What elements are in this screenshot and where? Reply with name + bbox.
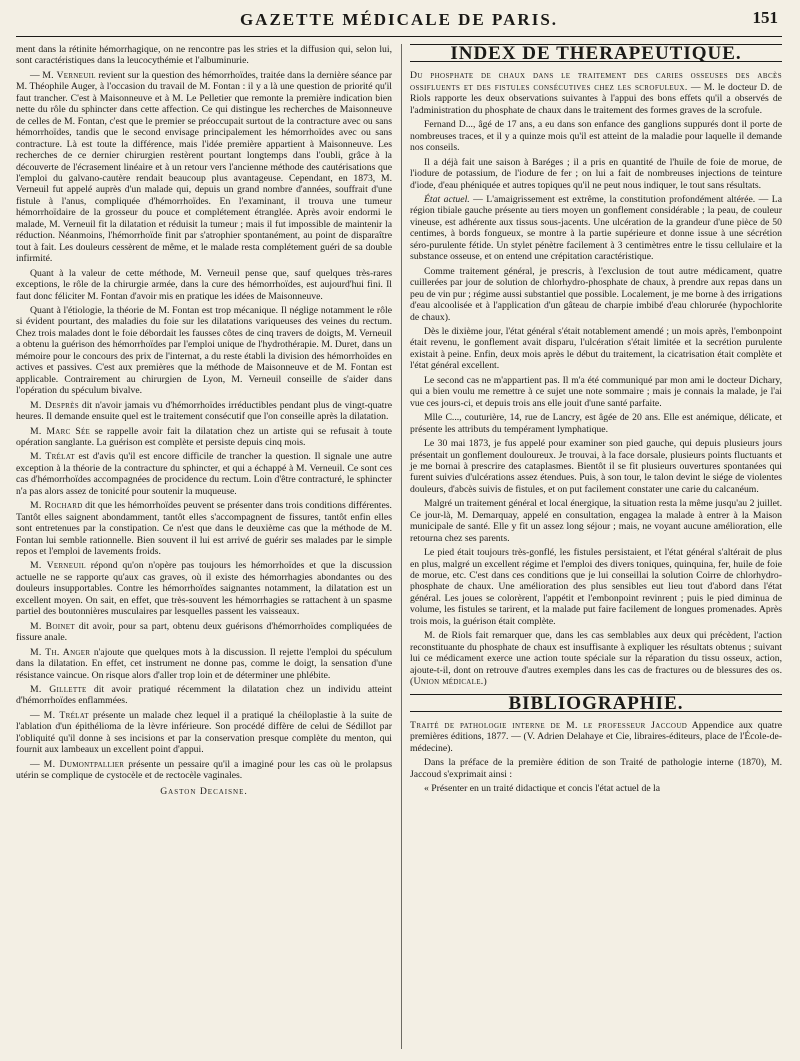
- paragraph-text: se rappelle avoir fait la dilatation chez un artiste qui se refusait à toute opération sanglante. La guérison est complète et persiste depuis cinq mois.: [16, 425, 392, 448]
- paragraph: — M. Dumontpallier présente un pessaire qu'il a imaginé pour les cas où le prolapsus utérin se complique de cystocèle et de rectocèle vaginales.: [16, 758, 392, 782]
- paragraph-text: dit que les hémorrhoïdes peuvent se présenter dans trois conditions différentes. Tantôt elles saignent abondamment, tantôt elles s'accompagnent de fissures, tantôt enfin elles sont entretenues par la constipation. Ce n'est que dans le deuxième cas que la méthode de M. Fontan lui semble rationnelle. Bien souvent il lui est arrivé de guérir ses malades par le simple repos et l'emploi de lavements froids.: [16, 500, 392, 558]
- paragraph: [410, 70, 782, 116]
- paragraph-text: est d'avis qu'il est encore difficile de trancher la question. Il signale une autre exception à la théorie de la contracture du sphincter, et qui a échappé à M. Verneuil. Ce sont ces cas d'hémorrhoïdes accompagnées de procidence du rectum. Loin d'être contracturé, le sphincter n'a pas alors assez de tonicité pour soutenir la muqueuse.: [16, 451, 392, 497]
- paragraph: Comme traitement général, je prescris, à l'exclusion de tout autre médicament, quatre cuillerées par jour de solution de chlorhydro-phosphate de chaux, à prendre aux repas dans un peu de vin pur ; régime aussi substantiel que possible. Localement, je me borne à des irrigations d'eau alcoolisée et à l'application d'un gâteau de charpie imbibé d'eau chlorurée (hypochlorite de chaux).: [410, 265, 782, 323]
- paragraph: [410, 194, 782, 263]
- subheading: État actuel.: [424, 193, 470, 205]
- paragraph: [16, 684, 392, 707]
- paragraph-text: dit n'avoir jamais vu d'hémorrhoïdes irréductibles pendant plus de vingt-quatre heures. Il demande ensuite quel est le traitement consécutif que l'on conseille après la dilatation.: [16, 399, 392, 423]
- speaker-name: M. Th. Anger: [30, 646, 91, 658]
- paragraph-text: M. de Riols fait remarquer que, dans les cas semblables aux deux qui précèdent, l'action reconstituante du phosphate de chaux est insuffisante à expliquer les résultats obtenus ; suivant lui ce médicament exerce une action toute spéciale sur la réparation du tissu osseux, action, ajoute-t-il, dont on retrouve d'autres exemples dans les cas de fractures ou de blessures des os.: [410, 630, 782, 676]
- speaker-name: M. Boinet: [30, 620, 75, 632]
- left-column: [16, 44, 392, 797]
- paragraph-text: — L'amaigrissement est extrême, la constitution profondément altérée. — La région tibiale gauche présente au tiers moyen un gonflement considérable ; la peau, de couleur vineuse, est adhérente aux tissus sous-jacents. Une ulcération de la grandeur d'une pièce de 50 centimes, à bords fongueux, se montre à la partie supérieure et donne issue à une sécrétion séro-purulente fétide. Un stylet pénètre facilement à 3 centimètres entre le tissu cellulaire et la substance osseuse, et on entend une crépitation caractéristique.: [410, 193, 782, 263]
- paragraph: [16, 621, 392, 644]
- source-citation: (Union médicale.): [410, 676, 488, 688]
- paragraph: [16, 400, 392, 423]
- speaker-name: M. Verneuil: [42, 69, 96, 81]
- paragraph: Quant à la valeur de cette méthode, M. Verneuil pense que, sauf quelques très-rares exceptions, le rôle de la chirurgie armée, dans la cure des hémorrhoïdes, est aujourd'hui fini. Il faut donc féliciter M. Fontan d'avoir mis en pratique les idées de Maisonneuve.: [16, 267, 392, 302]
- paragraph: Le second cas ne m'appartient pas. Il m'a été communiqué par mon ami le docteur Dichary, qui a bien voulu me remettre à ce sujet une note sommaire ; mais je connais la malade, je l'ai vue ces jours-ci, et depuis trois ans elle jouit d'une santé parfaite.: [410, 374, 782, 409]
- paragraph-text: dit avoir, pour sa part, obtenu deux guérisons d'hémorrhoïdes compliquées de fissure anale.: [16, 620, 392, 644]
- paragraph: Malgré un traitement général et local énergique, la situation resta la même jusqu'au 2 juillet. Ce jour-là, M. Demarquay, appelé en consultation, engagea la malade à entrer à la Maison municipale de santé. Elle y fit un assez long séjour ; mais, ne voyant aucune amélioration, elle retourna chez ses parents.: [410, 498, 782, 544]
- paragraph-text: présente un pessaire qu'il a imaginé pour les cas où le prolapsus utérin se complique de cystocèle et de rectocèle vaginales.: [16, 758, 392, 782]
- speaker-name: M. Desprès: [30, 399, 79, 411]
- section-title-index: INDEX DE THERAPEUTIQUE.: [410, 44, 782, 62]
- section-title-bibliography: BIBLIOGRAPHIE.: [410, 694, 782, 712]
- page-number: 151: [752, 8, 778, 27]
- speaker-name: M. Marc Sée: [30, 425, 91, 437]
- author-signature: Gaston Decaisne.: [160, 785, 248, 797]
- page-header: [16, 8, 782, 37]
- right-column: [410, 44, 782, 798]
- paragraph: [410, 630, 782, 687]
- paragraph: Fernand D..., âgé de 17 ans, a eu dans son enfance des ganglions suppurés dont il porte de nombreuses traces, et il y a quinze mois qu'il est atteint de la maladie pour laquelle il demande nos conseils.: [410, 119, 782, 154]
- paragraph: — M. Verneuil revient sur la question des hémorrhoïdes, traitée dans la dernière séance par M. Théophile Auger, à l'occasion du travail de M. Fontan : il y a là une question de priorité qu'il faut trancher. C'est à Maisonneuve et à M. Le Pelletier que remonte la première indication bien nette du rôle du sphincter dans cette affection. Ce qui distingue les recherches de Maisonneuve de celles de M. Fontan, c'est que le premier se préoccupait surtout de la contracture avec ou sans hémorrhoïdes, tandis que le second envisage principalement les hémorrhoïdes avec ou sans contracture. Là est toute la différence, mais l'idée première appartient à Maisonneuve. Les recherches de ce dernier chirurgien restèrent pourtant longtemps dans l'oubli, grâce à la découverte de l'écrasement linéaire et à un retour vers l'ancienne méthode des cautérisations que l'emploi du galvano-cautère rendait beaucoup plus avantageuse. Cependant, en 1873, M. Verneuil fut appelé auprès d'un malade qui, depuis un grand nombre d'années, souffrait d'une fistule à l'anus, compliquée d'hémorrhoïdes. En l'examinant, il trouva une tumeur hémorrhoïdaire de la grosseur du pouce et complétement étranglée. Après avoir endormi le malade, M. Verneuil fit la dilatation et réduisit la tumeur ; mais il fut impossible de maintenir la réduction. Néanmoins, l'hémorrhoïde finit par s'atrophier spontanément, au point de disparaître tout à fait. Les douleurs cessèrent de même, et le malade resta complétement guéri de sa double infirmité.: [16, 69, 392, 265]
- speaker-name: M. Trélat: [43, 709, 89, 721]
- speaker-name: M. Dumontpallier: [43, 758, 125, 770]
- paragraph-text: répond qu'on n'opère pas toujours les hémorrhoïdes et que la discussion actuelle ne se rapporte qu'aux cas graves, où il existe des hémorrhagies abondantes ou des douleurs insupportables. Contre les hémorrhoïdes saignantes notamment, la dilatation est un excellent moyen. On sait, en effet, que très-souvent les hémorrhagies se rattachent à un spasme partiel des boutonnières musculaires par lesquelles passent les vaisseaux.: [16, 560, 392, 618]
- paragraph-text: n'ajoute que quelques mots à la discussion. Il rejette l'emploi du spéculum dans la dilatation. En effet, cet instrument ne donne pas, comme le doigt, la sensation d'une résistance vaincue. On risque alors d'aller trop loin et de déterminer une phlébite.: [16, 646, 392, 681]
- paragraph: — M. Trélat présente un malade chez lequel il a pratiqué la chéiloplastie à la suite de l'ablation d'un épithélioma de la lèvre inférieure. Son procédé diffère de celui de Sédillot par l'obliquité qu'il donne à ses incisions et par la conservation presque complète du menton, qui fournit aux lambeaux un excellent point d'appui.: [16, 709, 392, 756]
- paragraph-text: dit avoir pratiqué récemment la dilatation chez un individu atteint d'hémorrhoïdes enflammées.: [16, 684, 392, 707]
- paragraph-text: Appendice aux quatre premières éditions, 1877. — (V. Adrien Delahaye et Cie, libraires-éditeurs, place de l'École-de-médecine).: [410, 720, 783, 754]
- paragraph: Mlle C..., couturière, 14, rue de Lancry, est âgée de 20 ans. Elle est anémique, délicate, et présente les attributs du tempérament lymphatique.: [410, 412, 782, 435]
- paragraph-text: revient sur la question des hémorrhoïdes, traitée dans la dernière séance par M. Théophile Auger, à l'occasion du travail de M. Fontan : il y a là une question de priorité qu'il faut trancher. C'est à Maisonneuve et à M. Le Pelletier que remonte la première indication bien nette du rôle du sphincter dans cette affection. Ce qui distingue les recherches de Maisonneuve de celles de M. Fontan, c'est que le premier se préoccupait surtout de la contracture avec ou sans hémorrhoïdes, tandis que le second envisage principalement les hémorrhoïdes avec ou sans contracture. Là est toute la différence, mais l'idée première appartient à Maisonneuve. Les recherches de ce dernier chirurgien restèrent pourtant longtemps dans l'oubli, grâce à la découverte de l'écrasement linéaire et à un retour vers l'ancienne méthode des cautérisations que l'emploi du galvano-cautère rendait beaucoup plus avantageuse. Cependant, en 1873, M. Verneuil fut appelé auprès d'un malade qui, depuis un grand nombre d'années, souffrait d'une fistule à l'anus, compliquée d'hémorrhoïdes. En l'examinant, il trouva une tumeur hémorrhoïdaire de la grosseur du pouce et complétement étranglée. Après avoir endormi le malade, M. Verneuil fit la dilatation et réduisit la tumeur ; mais il fut impossible de maintenir la réduction. Néanmoins, l'hémorrhoïde finit par s'atrophier spontanément, au point de disparaître tout à fait. Les douleurs cessèrent de même, et le malade resta complétement guéri de sa double infirmité.: [16, 69, 392, 265]
- paragraph-text: présente un malade chez lequel il a pratiqué la chéiloplastie à la suite de l'ablation d'un épithélioma de la lèvre inférieure. Son procédé diffère de celui de Sédillot par l'obliquité qu'il donne à ses incisions et par la conservation presque complète du menton, qui fournit aux lambeaux un excellent point d'appui.: [16, 709, 392, 756]
- running-title: GAZETTE MÉDICALE DE PARIS.: [239, 10, 559, 29]
- paragraph: « Présenter en un traité didactique et concis l'état actuel de la: [424, 783, 661, 795]
- paragraph: Le pied était toujours très-gonflé, les fistules persistaient, et l'état général s'altérait de plus en plus, malgré un excellent régime et l'emploi des divers toniques, quinquina, fer, huile de foie de morue, etc. C'est dans ces conditions que je lui conseillai la solution Coirre de chlorhydro-phosphate de chaux. Une amélioration des plus sensibles eut lieu tout d'abord dans l'état général. Les joues se colorèrent, l'appétit et l'embonpoint revinrent ; puis le pied diminua de volume, les fistules se tarirent, et la malade put faire facilement de longues promenades. Après trois mois, la guérison était complète.: [410, 547, 782, 627]
- paragraph: Quant à l'étiologie, la théorie de M. Fontan est trop mécanique. Il néglige notamment le rôle si évident pourtant, des maladies du foie sur les dilatations variqueuses des veines du rectum. Chez trois malades dont le foie débordait les fausses côtes de cinq travers de doigts, M. Verneuil a obtenu la guérison des hémorrhoïdes par l'emploi unique de l'hydrothérapie. M. Duret, dans un mémoire pour le concours des prix de l'internat, a du reste établi la division des hémorrhoïdes en actives et passives. C'est aux premières que la méthode de Maisonneuve et de M. Fontan est applicable. Contrairement au chirurgien de Lyon, M. Verneuil conseille de s'aider dans l'opération du spéculum bivalve.: [16, 304, 392, 397]
- speaker-name: M. Rochard: [30, 500, 83, 512]
- paragraph: Dans la préface de la première édition de son Traité de pathologie interne (1870), M. Jaccoud s'exprimait ainsi :: [410, 757, 782, 780]
- speaker-name: M. Gillette: [30, 684, 87, 696]
- book-title: Traité de pathologie interne de M. le professeur Jaccoud: [410, 720, 688, 732]
- paragraph: Le 30 mai 1873, je fus appelé pour examiner son pied gauche, qui depuis plusieurs jours présentait un gonflement douloureux. Je trouvai, à la face dorsale, plusieurs points fluctuants et je me bornai à prescrire des cataplasmes. Bientôt il se fit plusieurs ouvertures spontanées qui furent suivies d'ulcérations assez étendues. Puis, à son tour, le talon devint le siége de violentes douleurs, d'abcès suivis de fistules, et on put facilement constater une carie du calcanéum.: [410, 438, 782, 495]
- paragraph: [16, 647, 392, 681]
- paragraph: Dès le dixième jour, l'état général s'était notablement amendé ; un mois après, l'embonpoint était revenu, le gonflement avait disparu, l'ulcération s'était limitée et la secrétion purulente existait à peine. Enfin, deux mois après le début du traitement, la cicatrisation était complète et l'état général excellent.: [410, 325, 782, 372]
- article-lead: Du phosphate de chaux dans le traitement des caries osseuses des abcès ossifluents et des fistules consécutives chez les scrofuleux.: [410, 70, 782, 93]
- paragraph: [16, 560, 392, 617]
- paragraph: [16, 500, 392, 557]
- speaker-name: M. Trélat: [30, 451, 75, 463]
- speaker-name: M. Verneuil: [30, 560, 86, 572]
- paragraph: [16, 426, 392, 449]
- paragraph: [16, 451, 392, 497]
- column-divider: [401, 44, 402, 1049]
- paragraph: Il a déjà fait une saison à Baréges ; il a pris en quantité de l'huile de foie de morue, de l'iodure de potassium, de l'iodure de fer ; on lui a fait de nombreuses injections de teinture d'iode, d'eau phéniquée et autres topiques qu'il ne peut nous indiquer, le tout sans résultats.: [410, 156, 782, 191]
- paragraph: ment dans la rétinite hémorrhagique, on ne rencontre pas les stries et la diffusion qui, selon lui, sont caractéristiques dans la leucocythémie et l'albuminurie.: [16, 44, 392, 67]
- paragraph-text: — M. le docteur D. de Riols rapporte les deux observations suivantes à l'appui des bons effets qu'il a observés de l'administration du phosphate de chaux dans le traitement des formes graves de la scrofule.: [410, 81, 782, 116]
- paragraph: [410, 720, 782, 754]
